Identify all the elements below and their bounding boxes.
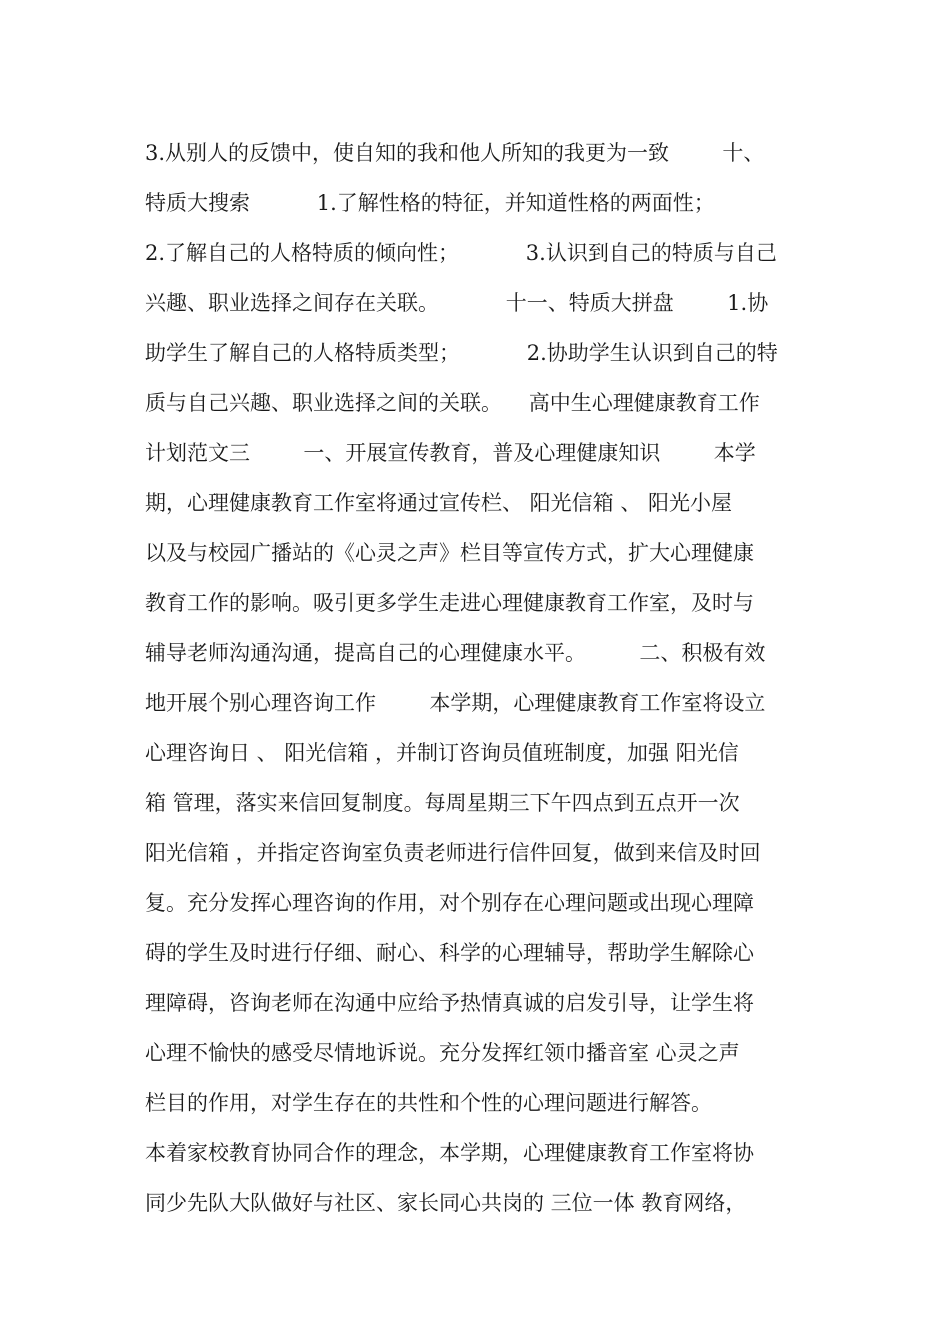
text-line: 本着家校教育协同合作的理念，本学期，心理健康教育工作室将协 [145, 1141, 754, 1165]
text-line: 期，心理健康教育工作室将通过宣传栏、 阳光信箱 、 阳光小屋 [145, 491, 733, 515]
text-line: 地开展个别心理咨询工作 本学期，心理健康教育工作室将设立 [145, 691, 766, 715]
text-line: 心理不愉快的感受尽情地诉说。充分发挥红领巾播音室 心灵之声 [145, 1041, 740, 1065]
text-line: 特质大搜索 1.了解性格的特征，并知道性格的两面性； [145, 191, 715, 215]
text-line: 同少先队大队做好与社区、家长同心共岗的 三位一体 教育网络， [145, 1191, 747, 1215]
text-line: 心理咨询日 、 阳光信箱 ，并制订咨询员值班制度，加强 阳光信 [145, 741, 739, 765]
text-line: 助学生了解自己的人格特质类型； 2.协助学生认识到自己的特 [145, 341, 778, 365]
text-line: 以及与校园广播站的《心灵之声》栏目等宣传方式，扩大心理健康 [145, 541, 754, 565]
text-line: 碍的学生及时进行仔细、耐心、科学的心理辅导，帮助学生解除心 [145, 941, 754, 965]
text-line: 理障碍，咨询老师在沟通中应给予热情真诚的启发引导，让学生将 [145, 991, 754, 1015]
text-line: 兴趣、职业选择之间存在关联。 十一、特质大拼盘 1.协 [145, 291, 769, 315]
text-line: 阳光信箱 ，并指定咨询室负责老师进行信件回复，做到来信及时回 [145, 841, 761, 865]
text-line: 箱 管理，落实来信回复制度。每周星期三下午四点到五点开一次 [145, 791, 740, 815]
text-line: 辅导老师沟通沟通，提高自己的心理健康水平。 二、积极有效 [145, 641, 766, 665]
text-line: 栏目的作用，对学生存在的共性和个性的心理问题进行解答。 [145, 1091, 712, 1115]
text-line: 计划范文三 一、开展宣传教育，普及心理健康知识 本学 [145, 441, 756, 465]
text-line: 复。充分发挥心理咨询的作用，对个别存在心理问题或出现心理障 [145, 891, 754, 915]
text-line: 教育工作的影响。吸引更多学生走进心理健康教育工作室，及时与 [145, 591, 754, 615]
text-line: 2.了解自己的人格特质的倾向性； 3.认识到自己的特质与自己 [145, 241, 777, 265]
body-text [145, 128, 815, 1228]
text-line: 质与自己兴趣、职业选择之间的关联。 高中生心理健康教育工作 [145, 391, 760, 415]
text-line: 3.从别人的反馈中，使自知的我和他人所知的我更为一致 十、 [145, 141, 765, 165]
